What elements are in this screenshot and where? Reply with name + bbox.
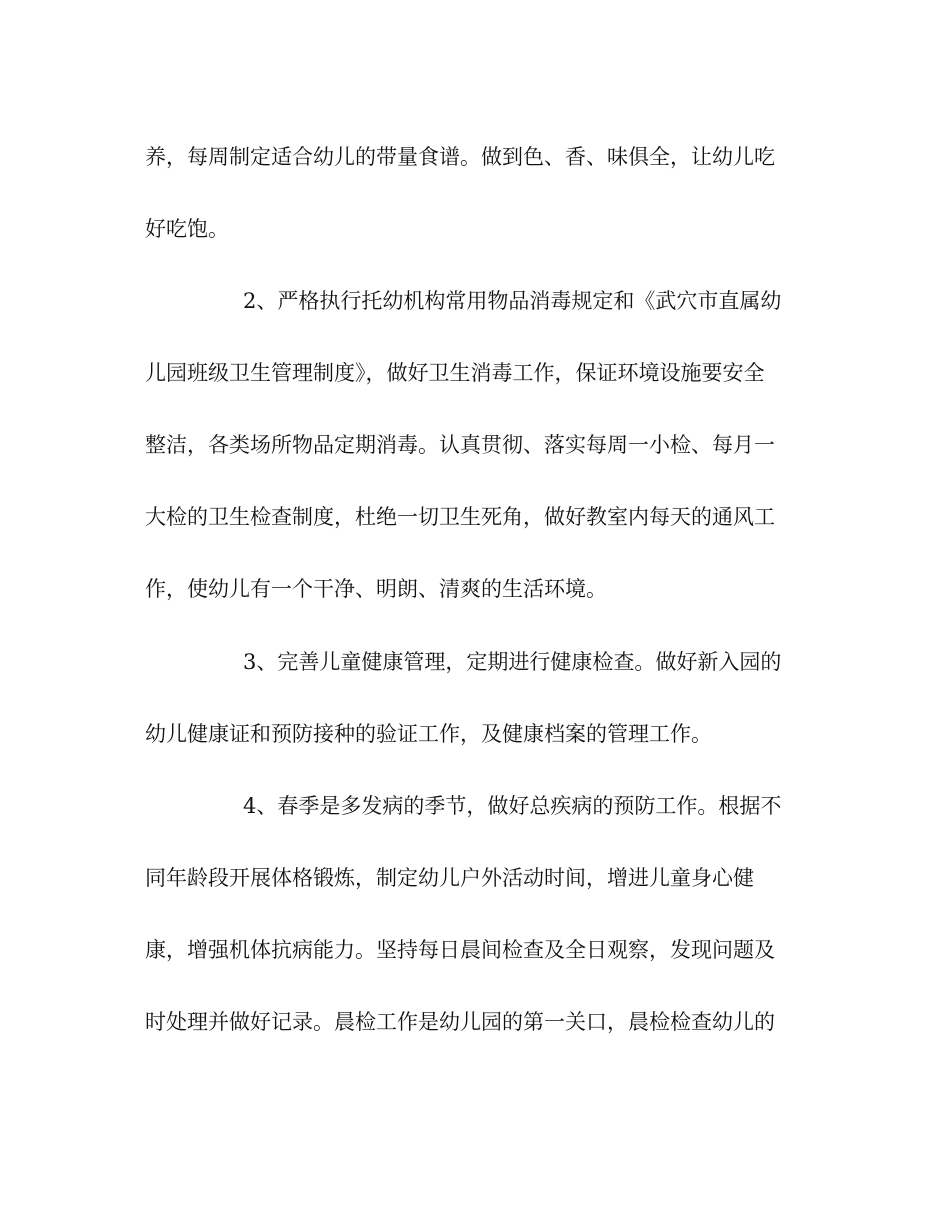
text-line: 时处理并做好记录。晨检工作是幼儿园的第一关口，晨检检查幼儿的 (145, 1010, 775, 1034)
text-line: 幼儿健康证和预防接种的验证工作，及健康档案的管理工作。 (145, 722, 712, 746)
text-line: 好吃饱。 (145, 217, 229, 241)
text-line: 养，每周制定适合幼儿的带量食谱。做到色、香、味俱全，让幼儿吃 (145, 145, 775, 169)
text-line: 同年龄段开展体格锻炼，制定幼儿户外活动时间，增进儿童身心健 (145, 866, 754, 890)
text-line: 整洁，各类场所物品定期消毒。认真贯彻、落实每周一小检、每月一 (145, 433, 775, 457)
text-line: 儿园班级卫生管理制度》，做好卫生消毒工作，保证环境设施要安全 (145, 361, 765, 385)
paragraph-start-line: 2、严格执行托幼机构常用物品消毒规定和《武穴市直属幼 (243, 289, 782, 313)
text-line: 康，增强机体抗病能力。坚持每日晨间检查及全日观察，发现问题及 (145, 938, 775, 962)
paragraph-start-line: 3、完善儿童健康管理，定期进行健康检查。做好新入园的 (243, 650, 782, 674)
text-line: 作，使幼儿有一个干净、明朗、清爽的生活环境。 (145, 577, 607, 601)
paragraph-start-line: 4、春季是多发病的季节，做好总疾病的预防工作。根据不 (243, 794, 782, 818)
text-line: 大检的卫生检查制度，杜绝一切卫生死角，做好教室内每天的通风工 (145, 505, 775, 529)
